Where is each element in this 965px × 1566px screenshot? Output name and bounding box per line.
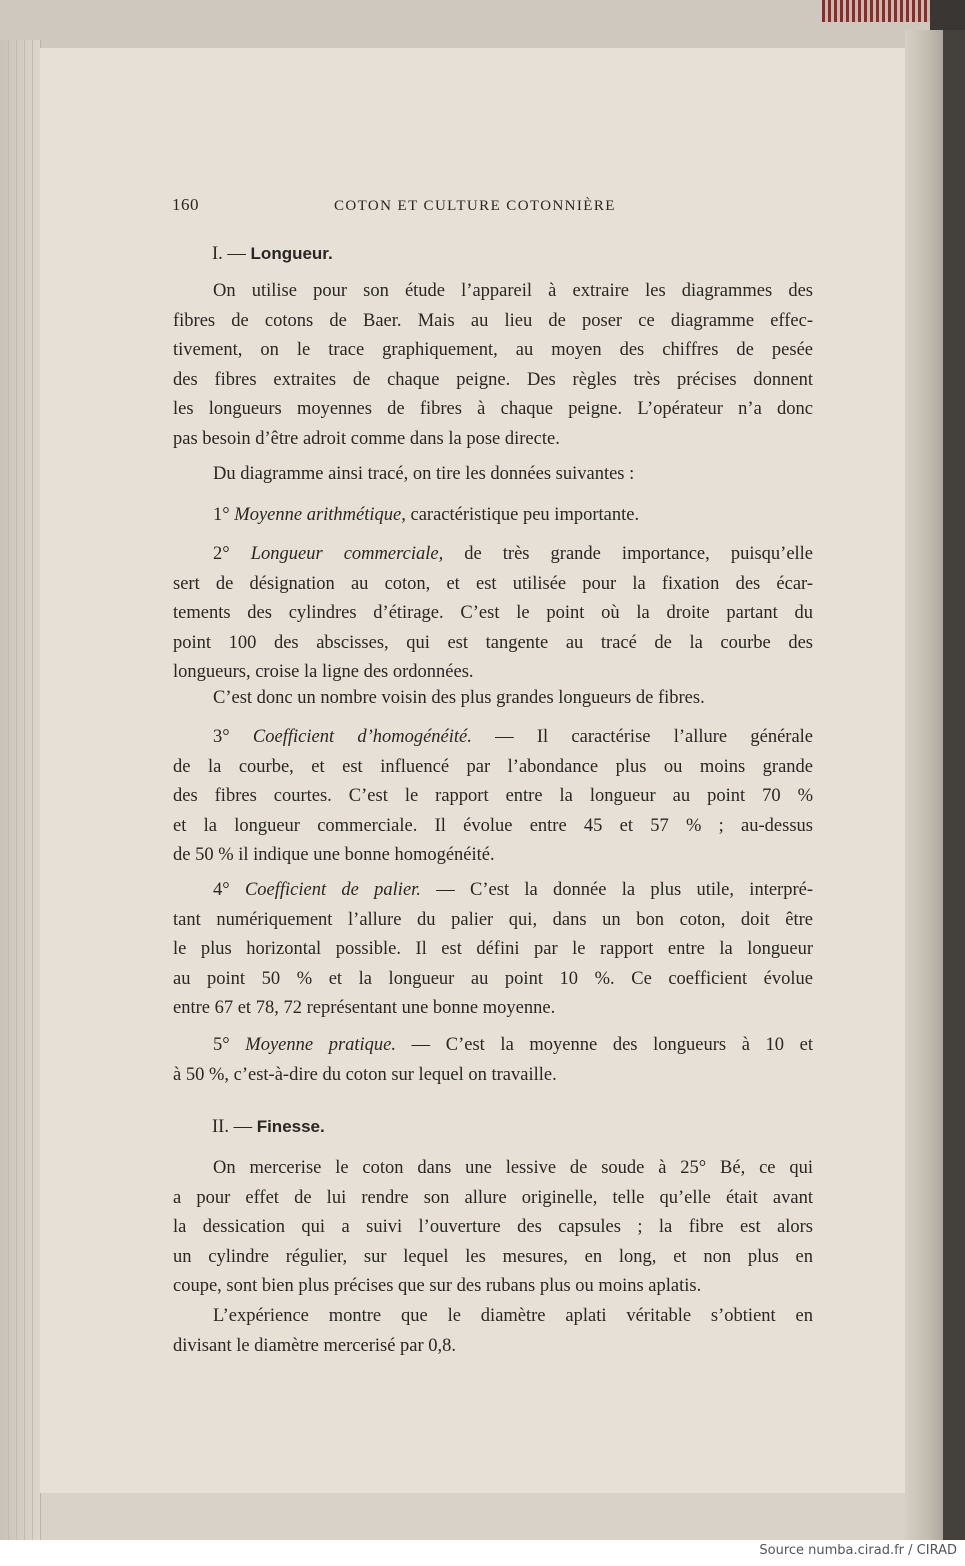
source-credit: Source numba.cirad.fr / CIRAD [759,1543,957,1558]
text-line: sert de désignation au coton, et est utilisée pour la fixation des écar- [173,573,813,594]
text-line: coupe, sont bien plus précises que sur des rubans plus ou moins aplatis. [173,1276,702,1296]
text-line: fibres de cotons de Baer. Mais au lieu de poser ce diagramme effec- [173,310,813,331]
text-line: de la courbe, et est influencé par l’abondance plus ou moins grande [173,756,813,777]
item-text: de très grande importance, puisqu’elle [464,544,814,564]
text-line: les longueurs moyennes de fibres à chaque peigne. L’opérateur n’a donc [173,399,813,419]
paragraph [173,460,813,490]
section-heading-longueur [212,239,333,270]
paragraph [173,1302,813,1361]
list-item-longueur-commerciale [173,540,813,688]
text-line: à 50 %, c’est-à-dire du coton sur lequel on travaille. [173,1064,557,1085]
text-line: L’expérience montre que le diamètre aplati véritable s’obtient en [213,1306,813,1326]
item-text: caractéristique peu importante. [410,505,640,525]
book-spine-edge [905,30,965,1540]
item-text: — C’est la moyenne des longueurs à 10 et [411,1035,813,1055]
text-line: la dessication qui a suivi l’ouverture des capsules ; la fibre est alors [173,1217,813,1237]
text-line: C’est donc un nombre voisin des plus grandes longueurs de fibres. [213,688,705,708]
text-line: tant numériquement l’allure du palier qui, dans un bon coton, doit être [173,909,813,930]
list-item-moyenne-arithmetique [173,501,813,531]
text-line: entre 67 et 78, 72 représentant une bonne moyenne. [173,998,556,1018]
paragraph [173,1154,813,1302]
item-term: Moyenne pratique. [245,1035,397,1055]
text-line: de 50 % il indique une bonne homogénéité. [173,845,495,865]
item-term: Coefficient d’homogénéité. [252,727,472,747]
list-item-coefficient-homogeneite [173,723,813,871]
page-number: 160 [172,195,199,214]
bookmark-ribbon [822,0,932,22]
text-line: On mercerise le coton dans une lessive de soude à 25° Bé, ce qui [213,1158,813,1178]
section-title: Finesse. [256,1117,325,1136]
text-line: longueurs, croise la ligne des ordonnées. [173,662,474,682]
section-number: I. — [212,244,246,264]
text-line: au point 50 % et la longueur au point 10 %. Ce coefficient évolue [173,968,813,989]
section-number: II. — [212,1117,253,1137]
item-number: 2° [213,544,230,564]
book-cover-corner [930,0,965,30]
text-line: le plus horizontal possible. Il est défini par le rapport entre la longueur [173,939,813,959]
paragraph [173,277,813,454]
text-line: a pour effet de lui rendre son allure originelle, telle qu’elle était avant [173,1187,813,1208]
text-line: pas besoin d’être adroit comme dans la pose directe. [173,428,560,449]
item-number: 3° [213,727,230,747]
text-line: des fibres courtes. C’est le rapport entre la longueur au point 70 % [173,786,813,806]
text-line: tements des cylindres d’étirage. C’est le point où la droite partant du [173,603,813,623]
text-line: et la longueur commerciale. Il évolue entre 45 et 57 % ; au-dessus [173,815,813,836]
item-number: 4° [213,880,230,900]
text-line: un cylindre régulier, sur lequel les mesures, en long, et non plus en [173,1246,813,1267]
item-term: Moyenne arithmétique, [234,505,406,525]
item-number: 1° [213,505,230,525]
section-heading-finesse [212,1112,325,1143]
left-page-stack [0,40,41,1540]
text-line: On utilise pour son étude l’appareil à extraire les diagrammes des [213,281,813,301]
section-title: Longueur. [250,244,333,263]
list-item-coefficient-palier [173,876,813,1024]
item-term: Longueur commerciale, [250,544,444,564]
text-line: des fibres extraites de chaque peigne. Des règles très précises donnent [173,369,813,390]
book-top-edge [0,0,965,48]
running-title: COTON ET CULTURE COTONNIÈRE [334,198,616,214]
list-item-moyenne-pratique [173,1031,813,1090]
item-term: Coefficient de palier. [244,880,421,900]
text-line: point 100 des abscisses, qui est tangente au tracé de la courbe des [173,632,813,653]
text-line: Du diagramme ainsi tracé, on tire les données suivantes : [213,464,635,484]
text-line: tivement, on le trace graphiquement, au moyen des chiffres de pesée [173,340,813,360]
paragraph [173,684,813,714]
item-text: — C’est la donnée la plus utile, interpré- [436,880,813,900]
item-text: — Il caractérise l’allure générale [495,727,814,747]
text-line: divisant le diamètre mercerisé par 0,8. [173,1335,457,1356]
item-number: 5° [213,1035,230,1055]
